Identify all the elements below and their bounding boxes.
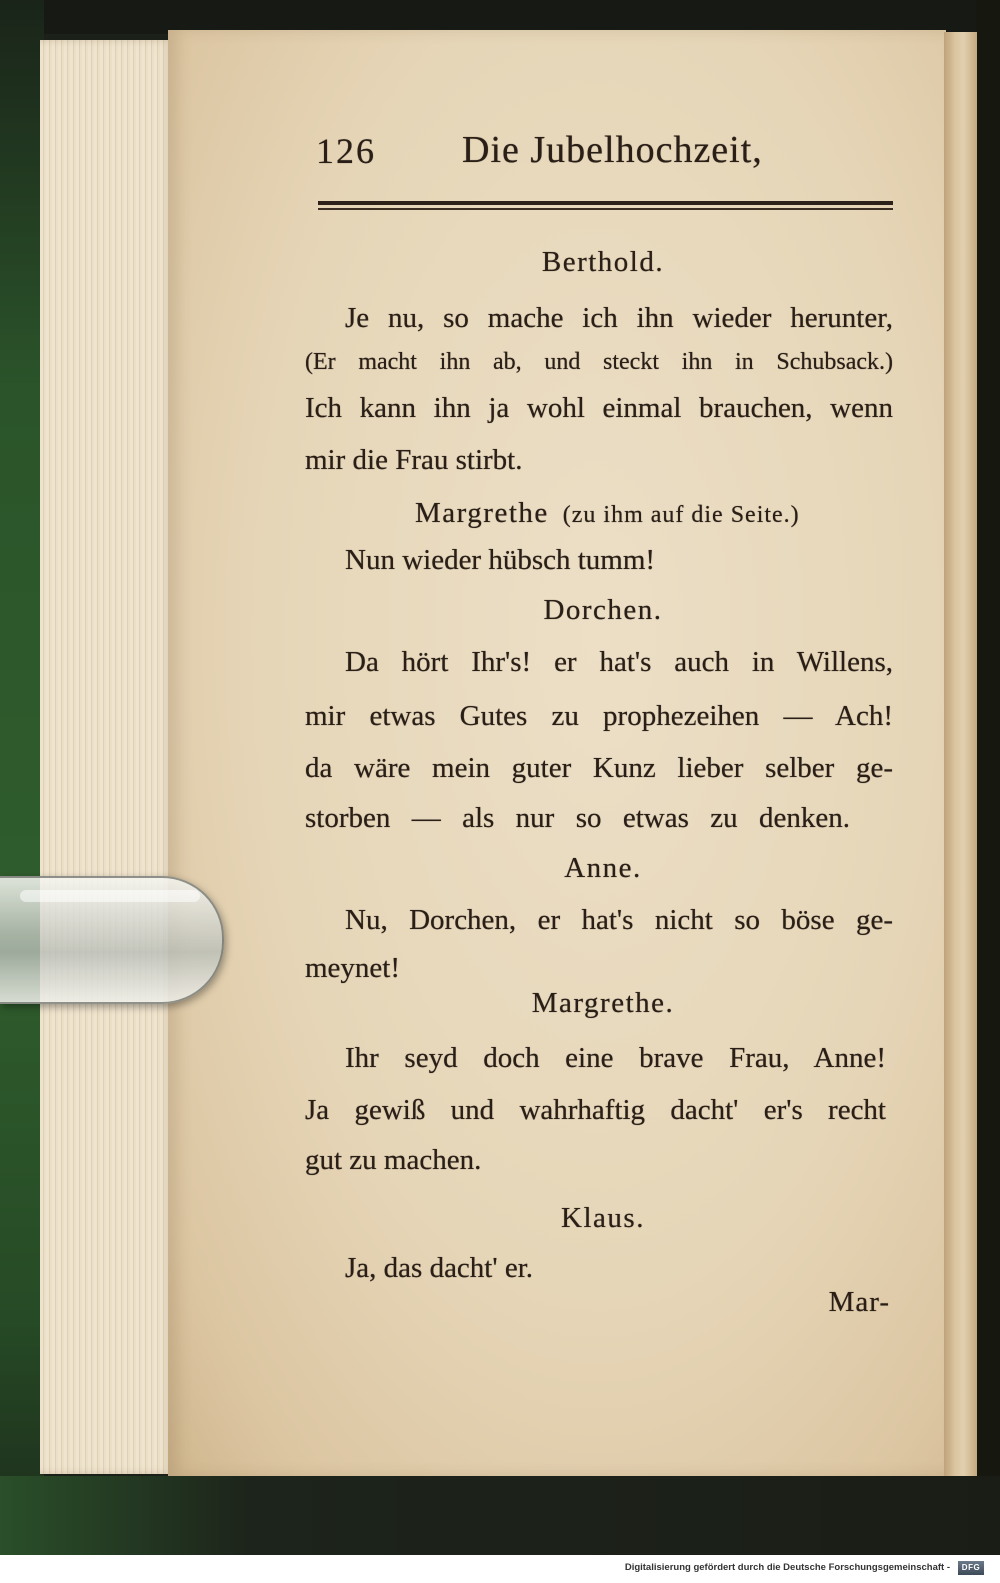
dfg-logo: DFG	[958, 1561, 984, 1575]
header-rule-thick	[318, 201, 893, 205]
text-line: mir die Frau stirbt.	[305, 444, 523, 476]
scan-background-right	[976, 0, 1000, 1555]
speaker-line-with-direction	[415, 493, 875, 533]
running-title: Die Jubelhochzeit,	[462, 129, 763, 171]
stage-direction: (zu ihm auf die Seite.)	[562, 502, 800, 528]
text-line: Je nu, so mache ich ihn wieder herunter,	[345, 302, 893, 334]
text-line: Ja gewiß und wahrhaftig dacht' er's recht	[305, 1094, 886, 1126]
page-edges-stack	[40, 40, 174, 1474]
speaker-name: Anne.	[564, 852, 642, 884]
speaker-name: Margrethe	[415, 497, 549, 529]
text-line: mir etwas Gutes zu prophezeihen — Ach!	[305, 700, 893, 732]
speaker-name: Dorchen.	[543, 594, 663, 626]
page-number: 126	[316, 131, 376, 171]
funding-credit: Digitalisierung gefördert durch die Deutsche Forschungsgemeinschaft -	[624, 1562, 950, 1573]
text-line: da wäre mein guter Kunz lieber selber ge-	[305, 752, 893, 784]
text-line: Nu, Dorchen, er hat's nicht so böse ge-	[345, 904, 893, 936]
clip-highlight	[20, 890, 200, 902]
header-rule-thin	[318, 208, 893, 210]
text-line: Da hört Ihr's! er hat's auch in Willens,	[345, 646, 893, 678]
text-line: Ich kann ihn ja wohl einmal brauchen, wenn	[305, 392, 893, 424]
text-line: Ja, das dacht' er.	[345, 1252, 534, 1284]
text-line: gut zu machen.	[305, 1144, 482, 1176]
speaker-name: Margrethe.	[531, 987, 675, 1019]
stage-direction-line: (Er macht ihn ab, und steckt ihn in Schubsack.)	[305, 349, 893, 375]
speaker-name: Berthold.	[541, 246, 665, 278]
catchword: Mar-	[828, 1286, 890, 1318]
text-line: meynet!	[305, 952, 401, 984]
text-line: storben — als nur so etwas zu denken.	[305, 802, 850, 834]
text-line: Ihr seyd doch eine brave Frau, Anne!	[345, 1042, 886, 1074]
speaker-name: Klaus.	[561, 1202, 645, 1234]
scan-background-bottom	[0, 1476, 1000, 1555]
text-line: Nun wieder hübsch tumm!	[345, 544, 656, 576]
scan-background-top	[0, 0, 1000, 34]
facing-page-edge	[944, 32, 977, 1476]
scan-background-left	[0, 0, 44, 1555]
